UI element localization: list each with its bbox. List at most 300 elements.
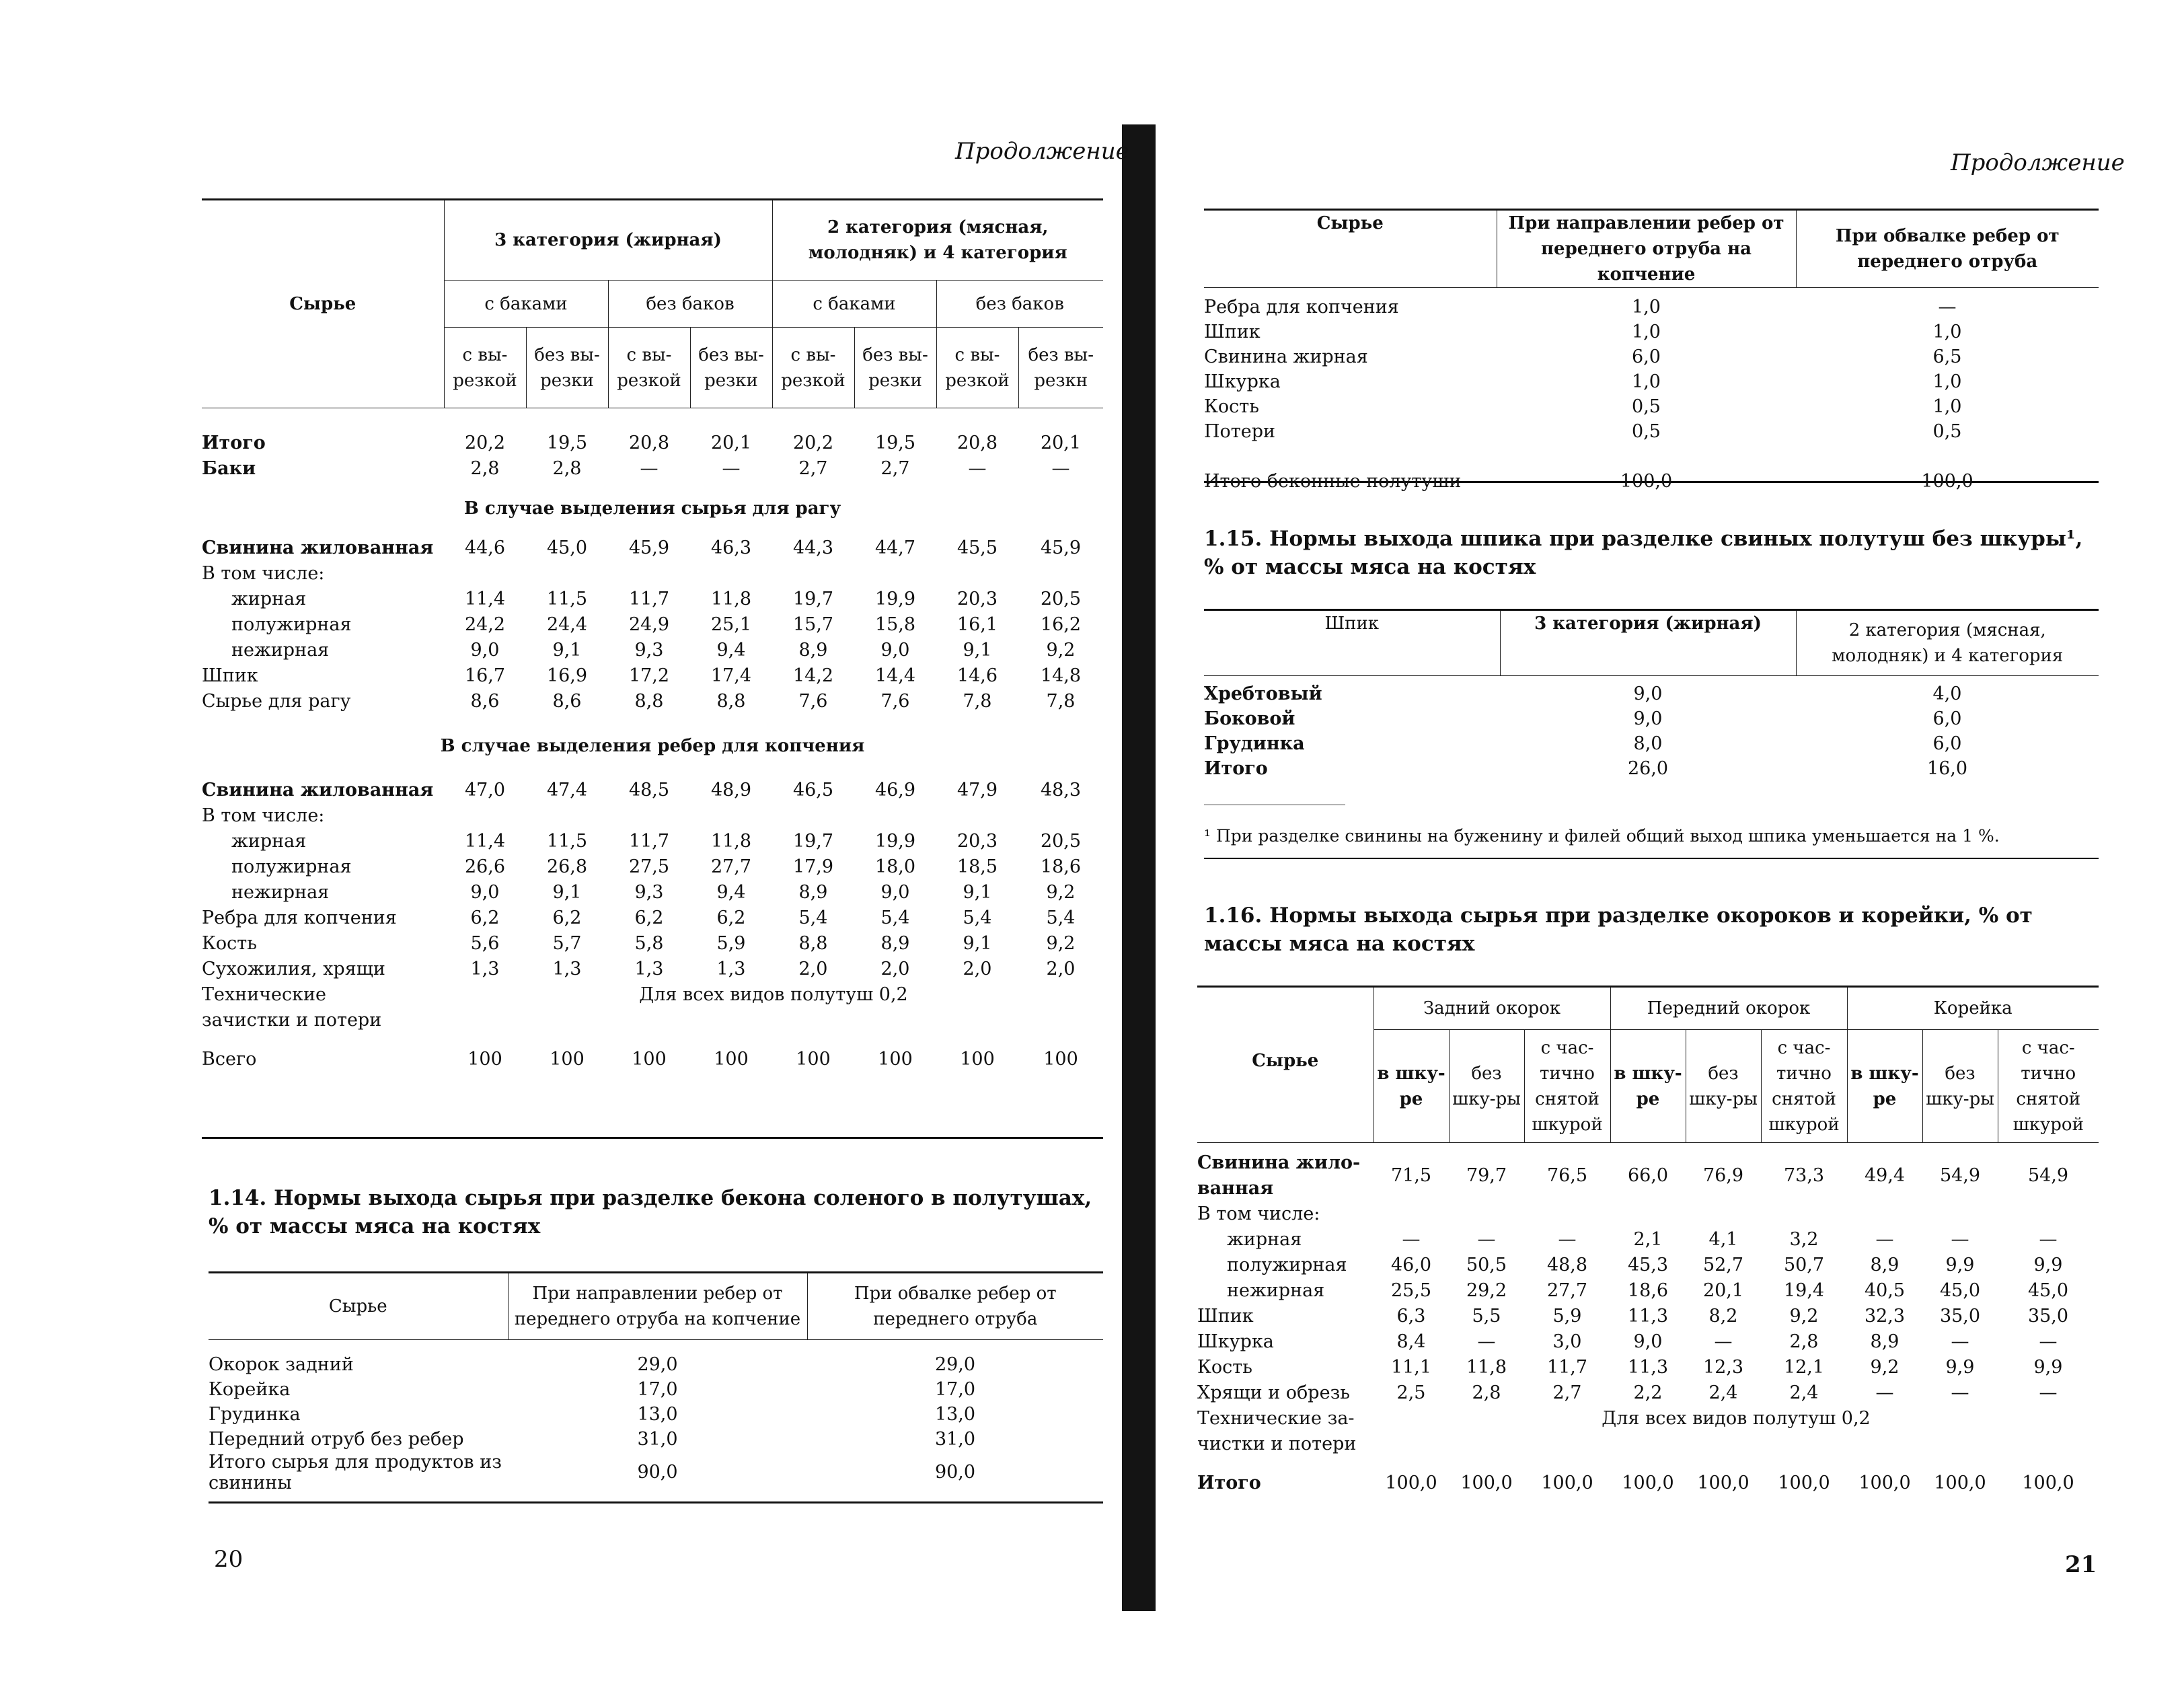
value-cell: 19,4	[1783, 1280, 1825, 1301]
table-row	[202, 612, 1103, 638]
value-cell: 29,0	[637, 1353, 678, 1375]
value-cell: 52,7	[1702, 1255, 1744, 1275]
value-cell	[1922, 1201, 1998, 1227]
heading-1-15: 1.15. Нормы выхода шпика при разделке свиных полутуш без шкуры¹, % от массы мяса на костях	[1204, 527, 2083, 579]
value-cell: 12,3	[1702, 1357, 1744, 1378]
continuation-label: Продолжение	[955, 138, 1129, 165]
value-cell: 9,4	[716, 882, 746, 903]
col-with-cut: с вы-резкой	[772, 328, 854, 408]
table-row	[1204, 344, 2099, 369]
value-cell: 25,5	[1390, 1280, 1432, 1301]
table-1-header	[202, 198, 1103, 408]
value-cell: 9,0	[470, 882, 500, 903]
value-cell: 9,0	[1633, 708, 1663, 729]
value-cell: 6,2	[552, 907, 582, 928]
value-cell: 6,5	[1932, 346, 1962, 367]
value-cell: 90,0	[637, 1462, 678, 1483]
value-cell: 9,9	[1945, 1357, 1975, 1378]
value-cell: 0,5	[1632, 420, 1661, 442]
table-row	[202, 880, 1103, 905]
value-cell: —	[722, 458, 741, 479]
value-cell	[772, 803, 854, 829]
value-cell: —	[968, 458, 987, 479]
tech-losses-value: Для всех видов полутуш 0,2	[639, 984, 908, 1005]
table-2-bottom-rule	[209, 1501, 1103, 1503]
row-label: Корейка	[209, 1378, 291, 1400]
row-label: Хребтовый	[1204, 683, 1322, 704]
value-cell: 9,2	[1789, 1306, 1819, 1327]
value-cell: 2,0	[963, 959, 992, 979]
value-cell: 14,2	[792, 665, 834, 686]
value-cell: 26,6	[464, 856, 506, 877]
table-3-bottom-rule	[1204, 481, 2099, 483]
value-cell: 9,3	[634, 640, 664, 661]
value-cell: —	[1951, 1382, 1969, 1403]
row-label: Хрящи и обрезь	[1197, 1382, 1350, 1403]
value-cell: 5,6	[470, 933, 500, 954]
value-cell: 100,0	[1460, 1473, 1513, 1493]
row-label: Шпик	[1204, 321, 1261, 342]
value-cell: 9,1	[963, 933, 992, 954]
col-with-cut: с вы-резкой	[444, 328, 526, 408]
value-cell: —	[1477, 1331, 1496, 1352]
value-cell: 9,0	[470, 640, 500, 661]
value-cell: 8,0	[1633, 733, 1663, 754]
value-cell: 5,4	[798, 907, 828, 928]
row-label: Шкурка	[1197, 1331, 1274, 1352]
value-cell: 5,4	[963, 907, 992, 928]
col-in-skin: в шку-ре	[1847, 1030, 1922, 1143]
value-cell: 90,0	[934, 1462, 976, 1483]
value-cell: 2,4	[1789, 1382, 1819, 1403]
value-cell: 11,7	[628, 831, 670, 852]
value-cell	[1761, 1201, 1847, 1227]
row-label: Ребра для копчения	[1204, 296, 1399, 318]
col-partial-skin: с час-тично снятой шкурой	[1998, 1030, 2099, 1143]
value-cell: 19,9	[874, 831, 916, 852]
row-label: Шпик	[1197, 1306, 1254, 1327]
row-label: В том числе:	[1197, 1203, 1320, 1224]
value-cell: 9,0	[1633, 683, 1663, 704]
col-with-baki: с баками	[444, 281, 608, 328]
value-cell: 9,0	[1633, 1331, 1663, 1352]
value-cell: 9,2	[1046, 640, 1076, 661]
value-cell: 6,0	[1932, 733, 1962, 754]
value-cell: —	[640, 458, 659, 479]
value-cell: 26,8	[546, 856, 588, 877]
value-cell: 2,8	[552, 458, 582, 479]
value-cell: 11,8	[710, 831, 752, 852]
value-cell: 48,3	[1040, 780, 1082, 801]
table-row	[1197, 1329, 2099, 1355]
value-cell: 8,8	[798, 933, 828, 954]
value-cell: 1,0	[1632, 321, 1661, 342]
value-cell: 20,3	[956, 589, 998, 609]
table-row	[1197, 1471, 2099, 1496]
value-cell: 12,1	[1783, 1357, 1825, 1378]
col-ribs-smoking: При направлении ребер от переднего отруба на копчение	[508, 1273, 807, 1340]
row-label: Свинина жирная	[1204, 346, 1368, 367]
value-cell	[1998, 1201, 2099, 1227]
value-cell: 2,8	[470, 458, 500, 479]
value-cell	[1686, 1201, 1761, 1227]
value-cell: 45,3	[1627, 1255, 1669, 1275]
value-cell: 26,0	[1627, 757, 1669, 779]
value-cell: 8,8	[634, 691, 664, 712]
value-cell: 48,8	[1546, 1255, 1588, 1275]
value-cell: —	[1938, 296, 1957, 318]
value-cell	[1847, 1201, 1922, 1227]
group-front-ham: Передний окорок	[1610, 987, 1847, 1030]
table-1-body	[202, 431, 1103, 1072]
value-cell: 47,9	[956, 780, 998, 801]
value-cell: 9,1	[963, 640, 992, 661]
table-1-bottom-rule	[202, 1137, 1103, 1139]
value-cell: 1,3	[552, 959, 582, 979]
value-cell: 1,0	[1932, 371, 1962, 392]
table-row	[202, 689, 1103, 714]
value-cell: 8,9	[798, 882, 828, 903]
value-cell: 6,2	[634, 907, 664, 928]
value-cell: 46,0	[1390, 1255, 1432, 1275]
footnote: ¹ При разделке свинины на буженину и филей общий выход шпика уменьшается на 1 %.	[1204, 826, 2000, 846]
value-cell: —	[1714, 1331, 1733, 1352]
table-row	[1197, 1304, 2099, 1329]
col-in-skin: в шку-ре	[1610, 1030, 1686, 1143]
col-raw: Сырье	[1204, 210, 1497, 288]
value-cell: 5,9	[1552, 1306, 1582, 1327]
value-cell: 1,3	[634, 959, 664, 979]
value-cell: 8,9	[1870, 1331, 1899, 1352]
value-cell: 100,0	[1697, 1473, 1750, 1493]
value-cell: 9,1	[963, 882, 992, 903]
value-cell: 54,9	[1939, 1165, 1981, 1186]
value-cell: 100	[632, 1049, 667, 1070]
value-cell: 7,6	[798, 691, 828, 712]
row-label: Итого	[1204, 757, 1268, 779]
row-label: Кость	[1204, 396, 1259, 417]
value-cell: 8,4	[1396, 1331, 1426, 1352]
table-4	[1204, 609, 2099, 781]
value-cell: 1,0	[1632, 371, 1661, 392]
value-cell: 8,8	[716, 691, 746, 712]
table-row	[209, 1377, 1103, 1402]
value-cell: 2,4	[1708, 1382, 1738, 1403]
value-cell: 9,2	[1870, 1357, 1899, 1378]
value-cell: 13,0	[637, 1403, 678, 1425]
value-cell: 4,1	[1708, 1229, 1738, 1250]
table-row	[1197, 1227, 2099, 1253]
value-cell: 1,0	[1632, 296, 1661, 318]
row-label: Итого беконные полутуши	[1204, 470, 1462, 492]
value-cell: 1,3	[470, 959, 500, 979]
row-label: Потери	[1204, 420, 1275, 442]
value-cell: 5,9	[716, 933, 746, 954]
value-cell: 19,7	[792, 589, 834, 609]
table-row	[202, 535, 1103, 561]
value-cell	[854, 803, 936, 829]
value-cell	[690, 803, 772, 829]
value-cell: 17,9	[792, 856, 834, 877]
table-row	[1204, 369, 2099, 394]
table-row	[209, 1452, 1103, 1493]
value-cell: 18,5	[956, 856, 998, 877]
value-cell: 47,4	[546, 780, 588, 801]
value-cell: 2,0	[798, 959, 828, 979]
col-lard: Шпик	[1204, 610, 1500, 676]
col-without-skin: без шку-ры	[1449, 1030, 1524, 1143]
col-without-cut: без вы-резкн	[1018, 328, 1103, 408]
col-with-baki: с баками	[772, 281, 936, 328]
value-cell: 17,2	[628, 665, 670, 686]
value-cell: 100	[1043, 1049, 1078, 1070]
value-cell: 18,6	[1040, 856, 1082, 877]
row-label: Боковой	[1204, 708, 1295, 729]
value-cell: 31,0	[637, 1428, 678, 1450]
col-without-cut: без вы-резки	[854, 328, 936, 408]
value-cell: 46,5	[792, 780, 834, 801]
col-without-baki: без баков	[608, 281, 772, 328]
section-heading: В случае выделения ребер для копчения	[440, 736, 865, 756]
col-with-cut: с вы-резкой	[608, 328, 690, 408]
value-cell: —	[1951, 1331, 1969, 1352]
value-cell: —	[1558, 1229, 1577, 1250]
value-cell: —	[1875, 1229, 1894, 1250]
value-cell: 27,7	[1546, 1280, 1588, 1301]
value-cell: —	[1875, 1382, 1894, 1403]
value-cell: 1,0	[1932, 396, 1962, 417]
col-cat3: 3 категория (жирная)	[1500, 610, 1796, 676]
table-row	[202, 854, 1103, 880]
value-cell: 44,3	[792, 537, 834, 558]
table-row	[209, 1402, 1103, 1427]
value-cell: —	[1402, 1229, 1421, 1250]
table-row	[1204, 681, 2099, 706]
value-cell: 54,9	[2027, 1165, 2069, 1186]
value-cell: 20,1	[710, 433, 752, 453]
group-loin: Корейка	[1847, 987, 2099, 1030]
value-cell: 7,8	[963, 691, 992, 712]
value-cell: 20,1	[1702, 1280, 1744, 1301]
value-cell: 9,4	[716, 640, 746, 661]
value-cell: 15,8	[874, 614, 916, 635]
value-cell: 16,0	[1926, 757, 1968, 779]
value-cell: 8,9	[798, 640, 828, 661]
value-cell	[1449, 1201, 1524, 1227]
value-cell: 15,7	[792, 614, 834, 635]
col-raw: Сырье	[209, 1273, 508, 1340]
value-cell: 49,4	[1864, 1165, 1906, 1186]
row-label: Свинина жилованная	[202, 537, 434, 558]
value-cell: 20,3	[956, 831, 998, 852]
value-cell: 100	[878, 1049, 913, 1070]
value-cell: 14,8	[1040, 665, 1082, 686]
value-cell: 100	[796, 1049, 831, 1070]
value-cell: 2,0	[1046, 959, 1076, 979]
value-cell: 48,5	[628, 780, 670, 801]
row-label: Передний отруб без ребер	[209, 1428, 464, 1450]
table-row	[202, 1047, 1103, 1072]
value-cell: 8,9	[880, 933, 910, 954]
col-without-baki: без баков	[936, 281, 1103, 328]
row-label: Итого сырья для продуктов из свинины	[209, 1451, 502, 1493]
value-cell	[1018, 803, 1103, 829]
table-row	[202, 957, 1103, 982]
value-cell: 6,2	[470, 907, 500, 928]
value-cell: 8,6	[470, 691, 500, 712]
value-cell: 66,0	[1627, 1165, 1669, 1186]
value-cell	[1374, 1201, 1449, 1227]
value-cell: 2,5	[1396, 1382, 1426, 1403]
col-partial-skin: с час-тично снятой шкурой	[1761, 1030, 1847, 1143]
value-cell: 7,8	[1046, 691, 1076, 712]
value-cell: 100	[960, 1049, 995, 1070]
table-row	[1204, 295, 2099, 320]
value-cell: 40,5	[1864, 1280, 1906, 1301]
col-ribs-deboning: При обвалке ребер от переднего отруба	[1796, 210, 2099, 288]
value-cell: 0,5	[1932, 420, 1962, 442]
value-cell: 11,3	[1627, 1306, 1669, 1327]
row-label: Итого	[202, 433, 266, 453]
value-cell: 8,2	[1708, 1306, 1738, 1327]
table-row	[202, 778, 1103, 803]
value-cell	[1610, 1201, 1686, 1227]
value-cell: 100	[467, 1049, 502, 1070]
value-cell	[608, 561, 690, 587]
value-cell: 50,5	[1466, 1255, 1507, 1275]
value-cell: 2,7	[880, 458, 910, 479]
table-row	[202, 931, 1103, 957]
value-cell: 100	[714, 1049, 749, 1070]
value-cell	[444, 561, 526, 587]
value-cell: 1,3	[716, 959, 746, 979]
value-cell: 100,0	[2022, 1473, 2074, 1493]
value-cell: 16,7	[464, 665, 506, 686]
row-label: полужирная	[1227, 1255, 1347, 1275]
value-cell: 16,2	[1040, 614, 1082, 635]
value-cell: 11,1	[1390, 1357, 1432, 1378]
value-cell: 71,5	[1390, 1165, 1432, 1186]
value-cell: 9,0	[880, 640, 910, 661]
table-row	[202, 905, 1103, 931]
row-label: Окорок задний	[209, 1353, 354, 1375]
value-cell: 100,0	[1858, 1473, 1911, 1493]
page-number: 20	[214, 1546, 243, 1573]
table-row	[202, 587, 1103, 612]
value-cell: 19,5	[546, 433, 588, 453]
row-label: Технические зачистки и потери	[202, 984, 382, 1031]
row-label: Кость	[202, 933, 257, 954]
value-cell: 76,5	[1546, 1165, 1588, 1186]
value-cell: 8,9	[1870, 1255, 1899, 1275]
row-label: Сырье для рагу	[202, 691, 351, 712]
value-cell: 2,8	[1789, 1331, 1819, 1352]
value-cell: 9,9	[2033, 1357, 2063, 1378]
group-hind-ham: Задний окорок	[1374, 987, 1610, 1030]
value-cell: 50,7	[1783, 1255, 1825, 1275]
value-cell: 73,3	[1783, 1165, 1825, 1186]
col-cat3: 3 категория (жирная)	[444, 200, 772, 281]
value-cell: 11,8	[1466, 1357, 1507, 1378]
table-row	[1197, 1253, 2099, 1278]
row-label: полужирная	[231, 856, 352, 877]
row-label: Кость	[1197, 1357, 1252, 1378]
table-row	[1197, 1150, 2099, 1201]
value-cell: 5,4	[880, 907, 910, 928]
value-cell: 16,9	[546, 665, 588, 686]
value-cell	[526, 561, 608, 587]
value-cell	[936, 561, 1018, 587]
value-cell: 11,4	[464, 589, 506, 609]
table-row	[1204, 731, 2099, 756]
col-raw: Сырье	[202, 200, 444, 408]
table-3	[1204, 209, 2099, 494]
value-cell: 100	[550, 1049, 585, 1070]
section-heading: В случае выделения сырья для рагу	[463, 498, 841, 519]
value-cell: 19,7	[792, 831, 834, 852]
table-5-body	[1197, 1150, 2099, 1496]
value-cell: 45,0	[1939, 1280, 1981, 1301]
row-label: Шпик	[202, 665, 258, 686]
value-cell: 25,1	[710, 614, 752, 635]
row-label: Ребра для копчения	[202, 907, 397, 928]
value-cell	[608, 803, 690, 829]
row-label: жирная	[231, 831, 307, 852]
value-cell: —	[2039, 1382, 2058, 1403]
table-row	[1197, 1380, 2099, 1406]
value-cell	[936, 803, 1018, 829]
row-label: Всего	[202, 1049, 257, 1070]
value-cell: 8,6	[552, 691, 582, 712]
value-cell: 48,9	[710, 780, 752, 801]
value-cell: 20,8	[956, 433, 998, 453]
value-cell: 5,7	[552, 933, 582, 954]
row-label: Грудинка	[1204, 733, 1305, 754]
value-cell: 100,0	[1921, 470, 1973, 492]
value-cell	[772, 561, 854, 587]
value-cell: 100,0	[1778, 1473, 1830, 1493]
value-cell	[444, 803, 526, 829]
value-cell: 4,0	[1932, 683, 1962, 704]
table-5-header	[1197, 986, 2099, 1143]
row-label: В том числе:	[202, 563, 325, 584]
value-cell: 5,4	[1046, 907, 1076, 928]
row-label: нежирная	[231, 640, 330, 661]
row-label: нежирная	[231, 882, 330, 903]
value-cell: 9,9	[2033, 1255, 2063, 1275]
row-label: жирная	[1227, 1229, 1302, 1250]
value-cell: 100,0	[1620, 470, 1673, 492]
value-cell: 47,0	[464, 780, 506, 801]
heading-1-14: 1.14. Нормы выхода сырья при разделке бекона соленого в полутушах, % от массы мяса на костях	[209, 1186, 1092, 1238]
value-cell: 2,0	[880, 959, 910, 979]
value-cell: 2,7	[798, 458, 828, 479]
footnote-bottom-rule	[1204, 858, 2099, 859]
value-cell: 44,6	[464, 537, 506, 558]
table-row	[202, 561, 1103, 587]
value-cell: 20,8	[628, 433, 670, 453]
value-cell: 45,5	[956, 537, 998, 558]
col-without-skin: без шку-ры	[1922, 1030, 1998, 1143]
value-cell: 45,9	[628, 537, 670, 558]
table-row	[202, 663, 1103, 689]
table-row	[202, 829, 1103, 854]
value-cell: 6,2	[716, 907, 746, 928]
value-cell: 20,5	[1040, 589, 1082, 609]
value-cell: 9,1	[552, 640, 582, 661]
col-in-skin: в шку-ре	[1374, 1030, 1449, 1143]
value-cell: 11,7	[1546, 1357, 1588, 1378]
